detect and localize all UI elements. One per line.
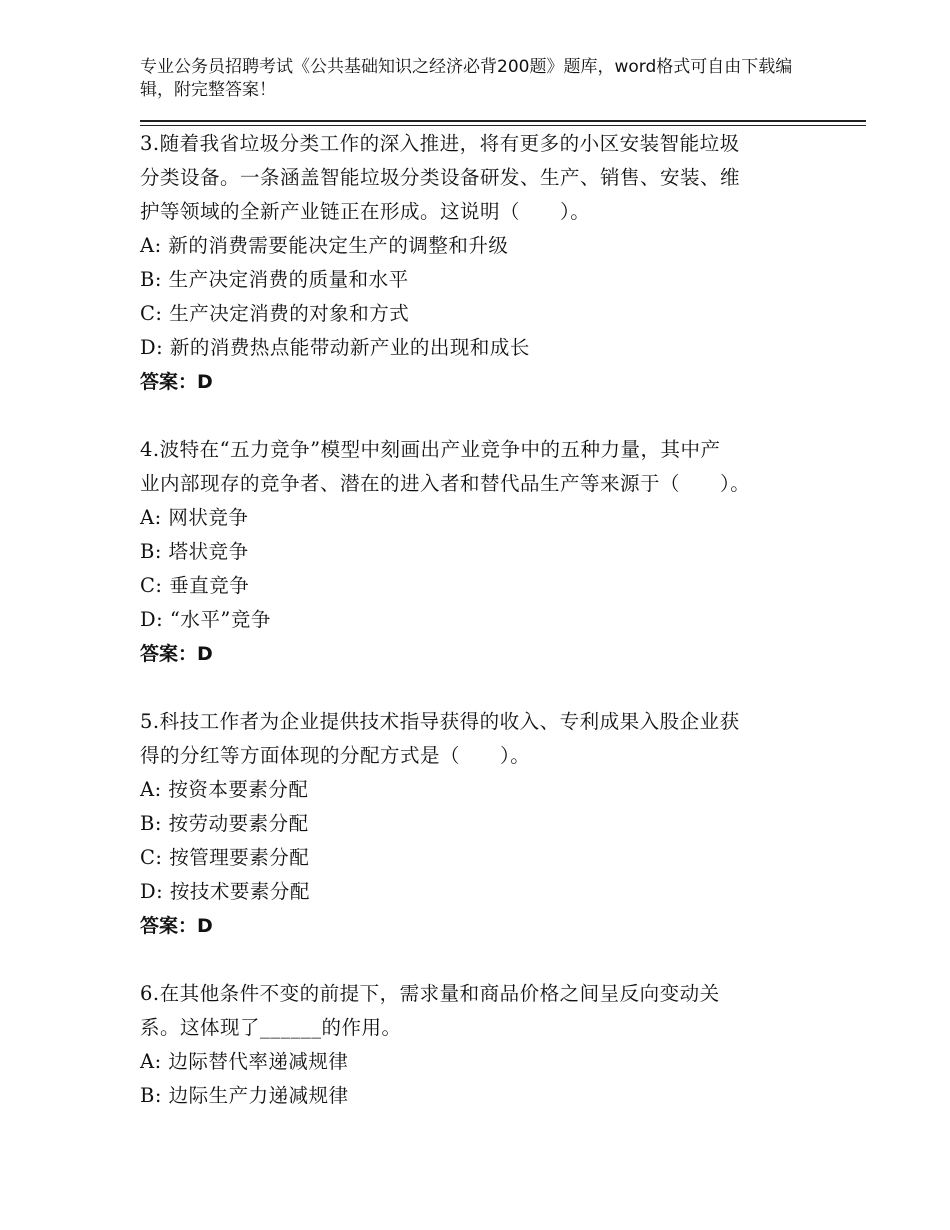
- question-stem-line: 5.科技工作者为企业提供技术指导获得的收入、专利成果入股企业获: [140, 710, 740, 733]
- header-rule-thick: [140, 120, 866, 122]
- question-stem-line: 6.在其他条件不变的前提下，需求量和商品价格之间呈反向变动关: [140, 982, 720, 1005]
- option-d: D: 按技术要素分配: [140, 880, 310, 903]
- option-b: B: 按劳动要素分配: [140, 812, 309, 835]
- option-c: C: 生产决定消费的对象和方式: [140, 302, 410, 325]
- option-a: A: 网状竞争: [140, 506, 249, 529]
- option-a: A: 边际替代率递减规律: [140, 1050, 349, 1073]
- question-stem-line: 业内部现存的竞争者、潜在的进入者和替代品生产等来源于（ ）。: [140, 472, 751, 495]
- question-4: [140, 433, 820, 671]
- document-header: 专业公务员招聘考试《公共基础知识之经济必背200题》题库，word格式可自由下载编辑，附完整答案！: [140, 57, 793, 100]
- option-b: B: 边际生产力递减规律: [140, 1084, 349, 1107]
- option-a: A: 按资本要素分配: [140, 778, 309, 801]
- question-stem: [140, 977, 820, 1045]
- question-stem: [140, 705, 820, 773]
- question-stem-line: 3.随着我省垃圾分类工作的深入推进，将有更多的小区安装智能垃圾: [140, 132, 740, 155]
- question-3: [140, 127, 820, 399]
- answer-label: 答案：D: [140, 371, 213, 393]
- option-b: B: 塔状竞争: [140, 540, 249, 563]
- answer-label: 答案：D: [140, 915, 213, 937]
- question-stem-line: 分类设备。一条涵盖智能垃圾分类设备研发、生产、销售、安装、维: [140, 166, 741, 189]
- question-stem-line: 护等领域的全新产业链正在形成。这说明（ ）。: [140, 200, 591, 223]
- option-d: D: “水平”竞争: [140, 608, 271, 631]
- question-stem-line: 4.波特在“五力竞争”模型中刻画出产业竞争中的五种力量，其中产: [140, 438, 721, 461]
- question-6: [140, 977, 820, 1113]
- question-stem-line: 得的分红等方面体现的分配方式是（ ）。: [140, 744, 531, 767]
- question-stem: [140, 127, 820, 229]
- answer-label: 答案：D: [140, 643, 213, 665]
- header-rule-thin: [140, 125, 866, 126]
- option-a: A: 新的消费需要能决定生产的调整和升级: [140, 234, 509, 257]
- option-c: C: 按管理要素分配: [140, 846, 310, 869]
- question-spacer: [140, 399, 820, 433]
- question-stem-line: 系。这体现了______的作用。: [140, 1016, 402, 1039]
- question-list: [140, 127, 820, 1113]
- option-c: C: 垂直竞争: [140, 574, 250, 597]
- option-d: D: 新的消费热点能带动新产业的出现和成长: [140, 336, 530, 359]
- question-stem: [140, 433, 820, 501]
- question-spacer: [140, 671, 820, 705]
- question-spacer: [140, 943, 820, 977]
- question-5: [140, 705, 820, 943]
- option-b: B: 生产决定消费的质量和水平: [140, 268, 409, 291]
